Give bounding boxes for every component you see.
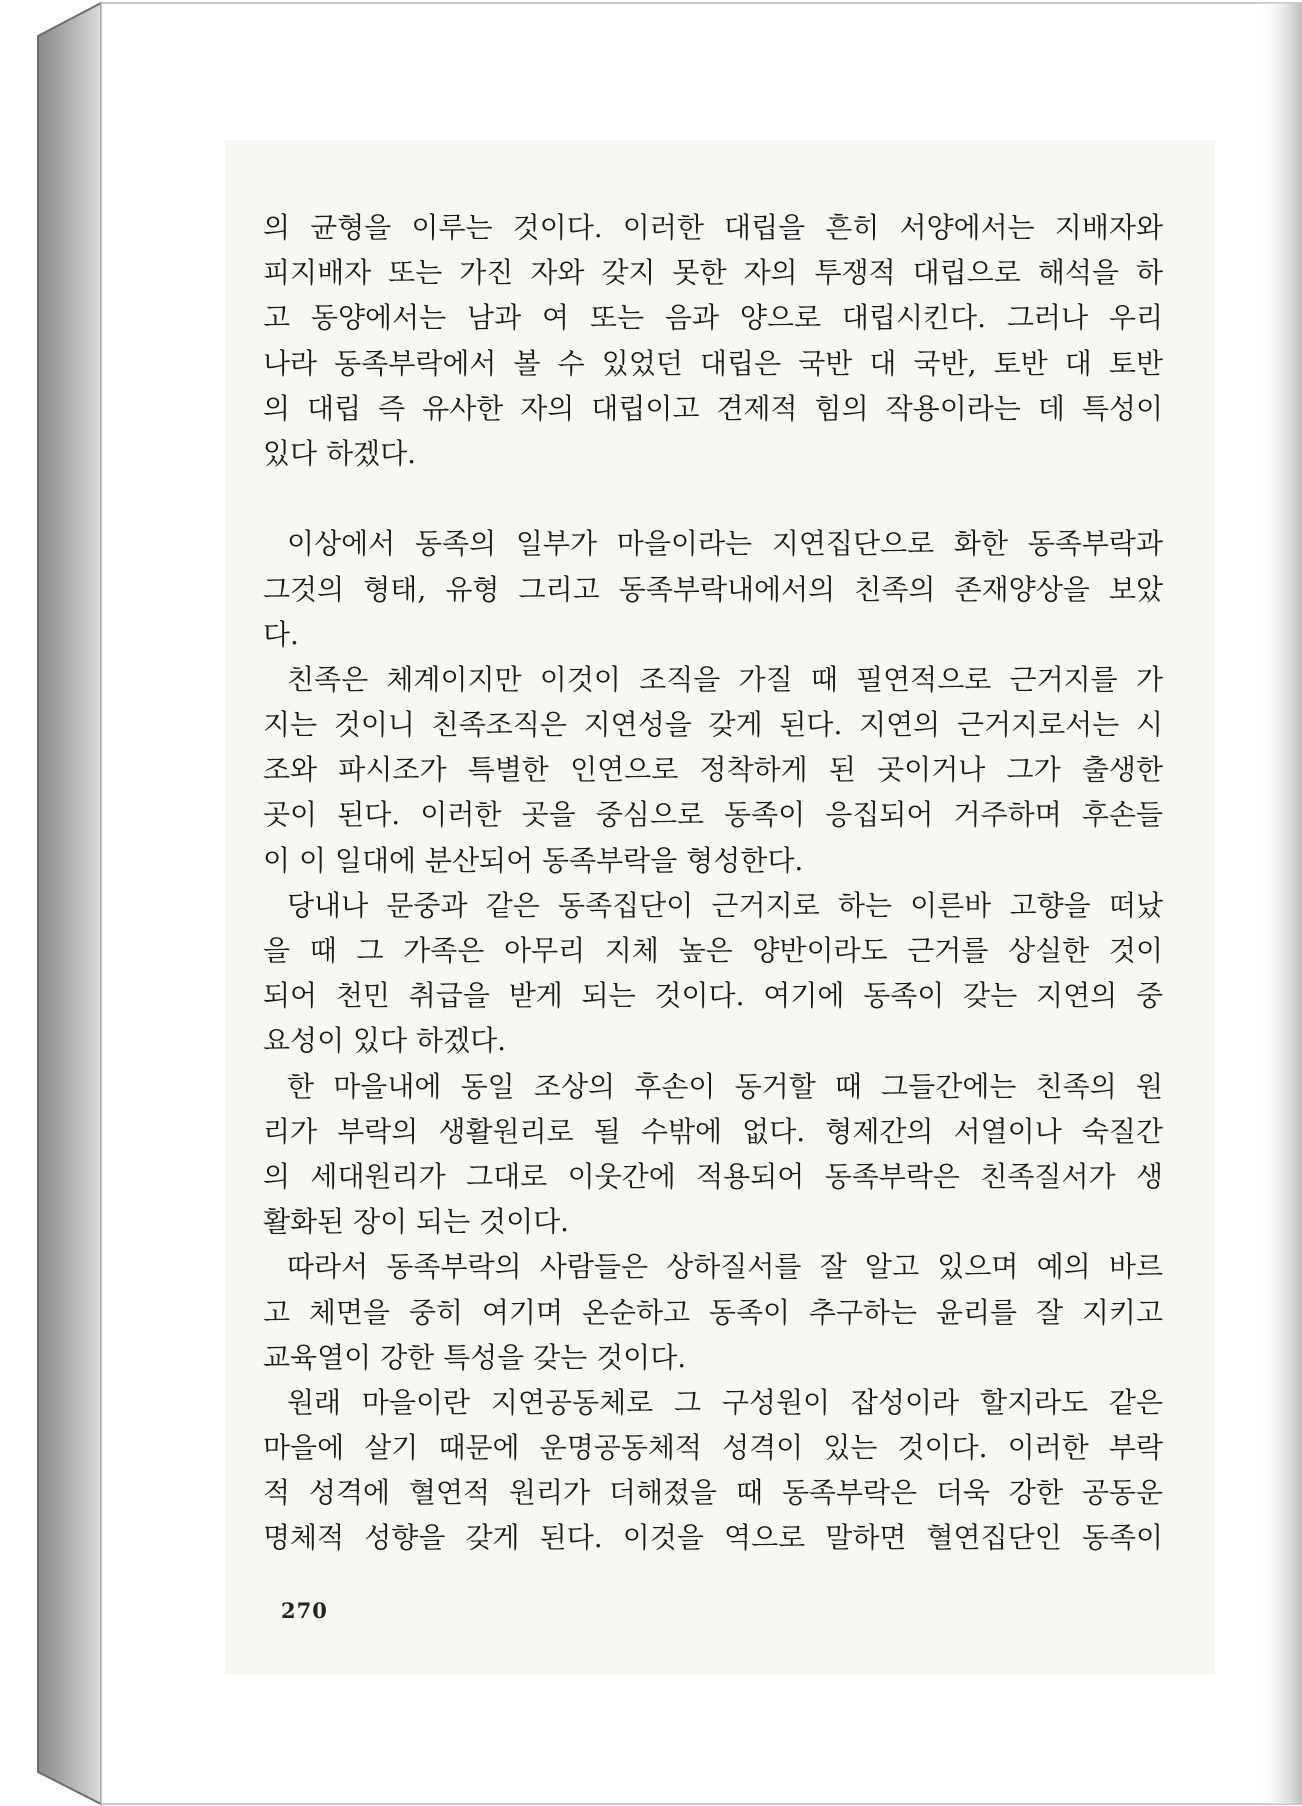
text-line: 피지배자 또는 가진 자와 갖지 못한 자의 투쟁적 대립으로 해석을 하 [263,256,1163,290]
text-line: 곳이 된다. 이러한 곳을 중심으로 동족이 응집되어 거주하며 후손들 [263,798,1163,832]
text-line: 마을에 살기 때문에 운명공동체적 성격이 있는 것이다. 이러한 부락 [263,1431,1163,1465]
paragraph [263,1064,1163,1245]
page-number: 270 [281,1598,328,1623]
text-line: 적 성격에 혈연적 원리가 더해졌을 때 동족부락은 더욱 강한 공동운 [263,1476,1163,1510]
text-line: 당내나 문중과 같은 동족집단이 근거지로 하는 이른바 고향을 떠났 [287,888,1163,922]
text-line: 있다 하겠다. [263,436,417,470]
paragraph [263,521,1163,657]
text-line: 원래 마을이란 지연공동체로 그 구성원이 잡성이라 할지라도 같은 [287,1385,1163,1419]
paragraph [263,205,1163,476]
text-line: 지는 것이니 친족조직은 지연성을 갖게 된다. 지연의 근거지로서는 시 [263,708,1163,742]
text-line: 활화된 장이 되는 것이다. [263,1205,570,1239]
text-line: 친족은 체계이지만 이것이 조직을 가질 때 필연적으로 근거지를 가 [287,662,1163,696]
text-line: 따라서 동족부락의 사람들은 상하질서를 잘 알고 있으며 예의 바르 [287,1250,1163,1284]
text-line: 되어 천민 취급을 받게 되는 것이다. 여기에 동족이 갖는 지연의 중 [263,979,1163,1013]
text-line: 의 균형을 이루는 것이다. 이러한 대립을 흔히 서양에서는 지배자와 [263,211,1163,244]
text-line: 이상에서 동족의 일부가 마을이라는 지연집단으로 화한 동족부락과 [287,527,1163,561]
text-line: 고 체면을 중히 여기며 온순하고 동족이 추구하는 윤리를 잘 지키고 [263,1295,1163,1329]
text-line: 명체적 성향을 갖게 된다. 이것을 역으로 말하면 혈연집단인 동족이 [263,1521,1163,1555]
paragraph [263,657,1163,883]
text-line: 고 동양에서는 남과 여 또는 음과 양으로 대립시킨다. 그러나 우리 [263,301,1163,335]
book-spine [38,3,101,1804]
text-line: 조와 파시조가 특별한 인연으로 정착하게 된 곳이거나 그가 출생한 [263,753,1163,787]
text-line: 의 대립 즉 유사한 자의 대립이고 견제적 힘의 작용이라는 데 특성이 [263,391,1163,425]
text-line: 그것의 형태, 유형 그리고 동족부락내에서의 친족의 존재양상을 보았 [263,572,1163,606]
paragraph [263,1380,1163,1561]
text-line: 리가 부락의 생활원리로 될 수밖에 없다. 형제간의 서열이나 숙질간 [263,1114,1163,1148]
text-line: 요성이 있다 하겠다. [263,1024,507,1058]
text-line: 을 때 그 가족은 아무리 지체 높은 양반이라도 근거를 상실한 것이 [263,934,1163,967]
paragraph [263,883,1163,1064]
paragraph [263,1244,1163,1380]
text-line: 다. [263,617,299,651]
text-line: 나라 동족부락에서 볼 수 있었던 대립은 국반 대 국반, 토반 대 토반 [263,346,1163,380]
body-text [263,205,1163,1561]
text-line: 한 마을내에 동일 조상의 후손이 동거할 때 그들간에는 친족의 원 [287,1069,1163,1103]
text-line: 이 이 일대에 분산되어 동족부락을 형성한다. [263,843,804,877]
text-line: 의 세대원리가 그대로 이웃간에 적용되어 동족부락은 친족질서가 생 [263,1159,1163,1193]
text-line: 교육열이 강한 특성을 갖는 것이다. [263,1340,687,1374]
